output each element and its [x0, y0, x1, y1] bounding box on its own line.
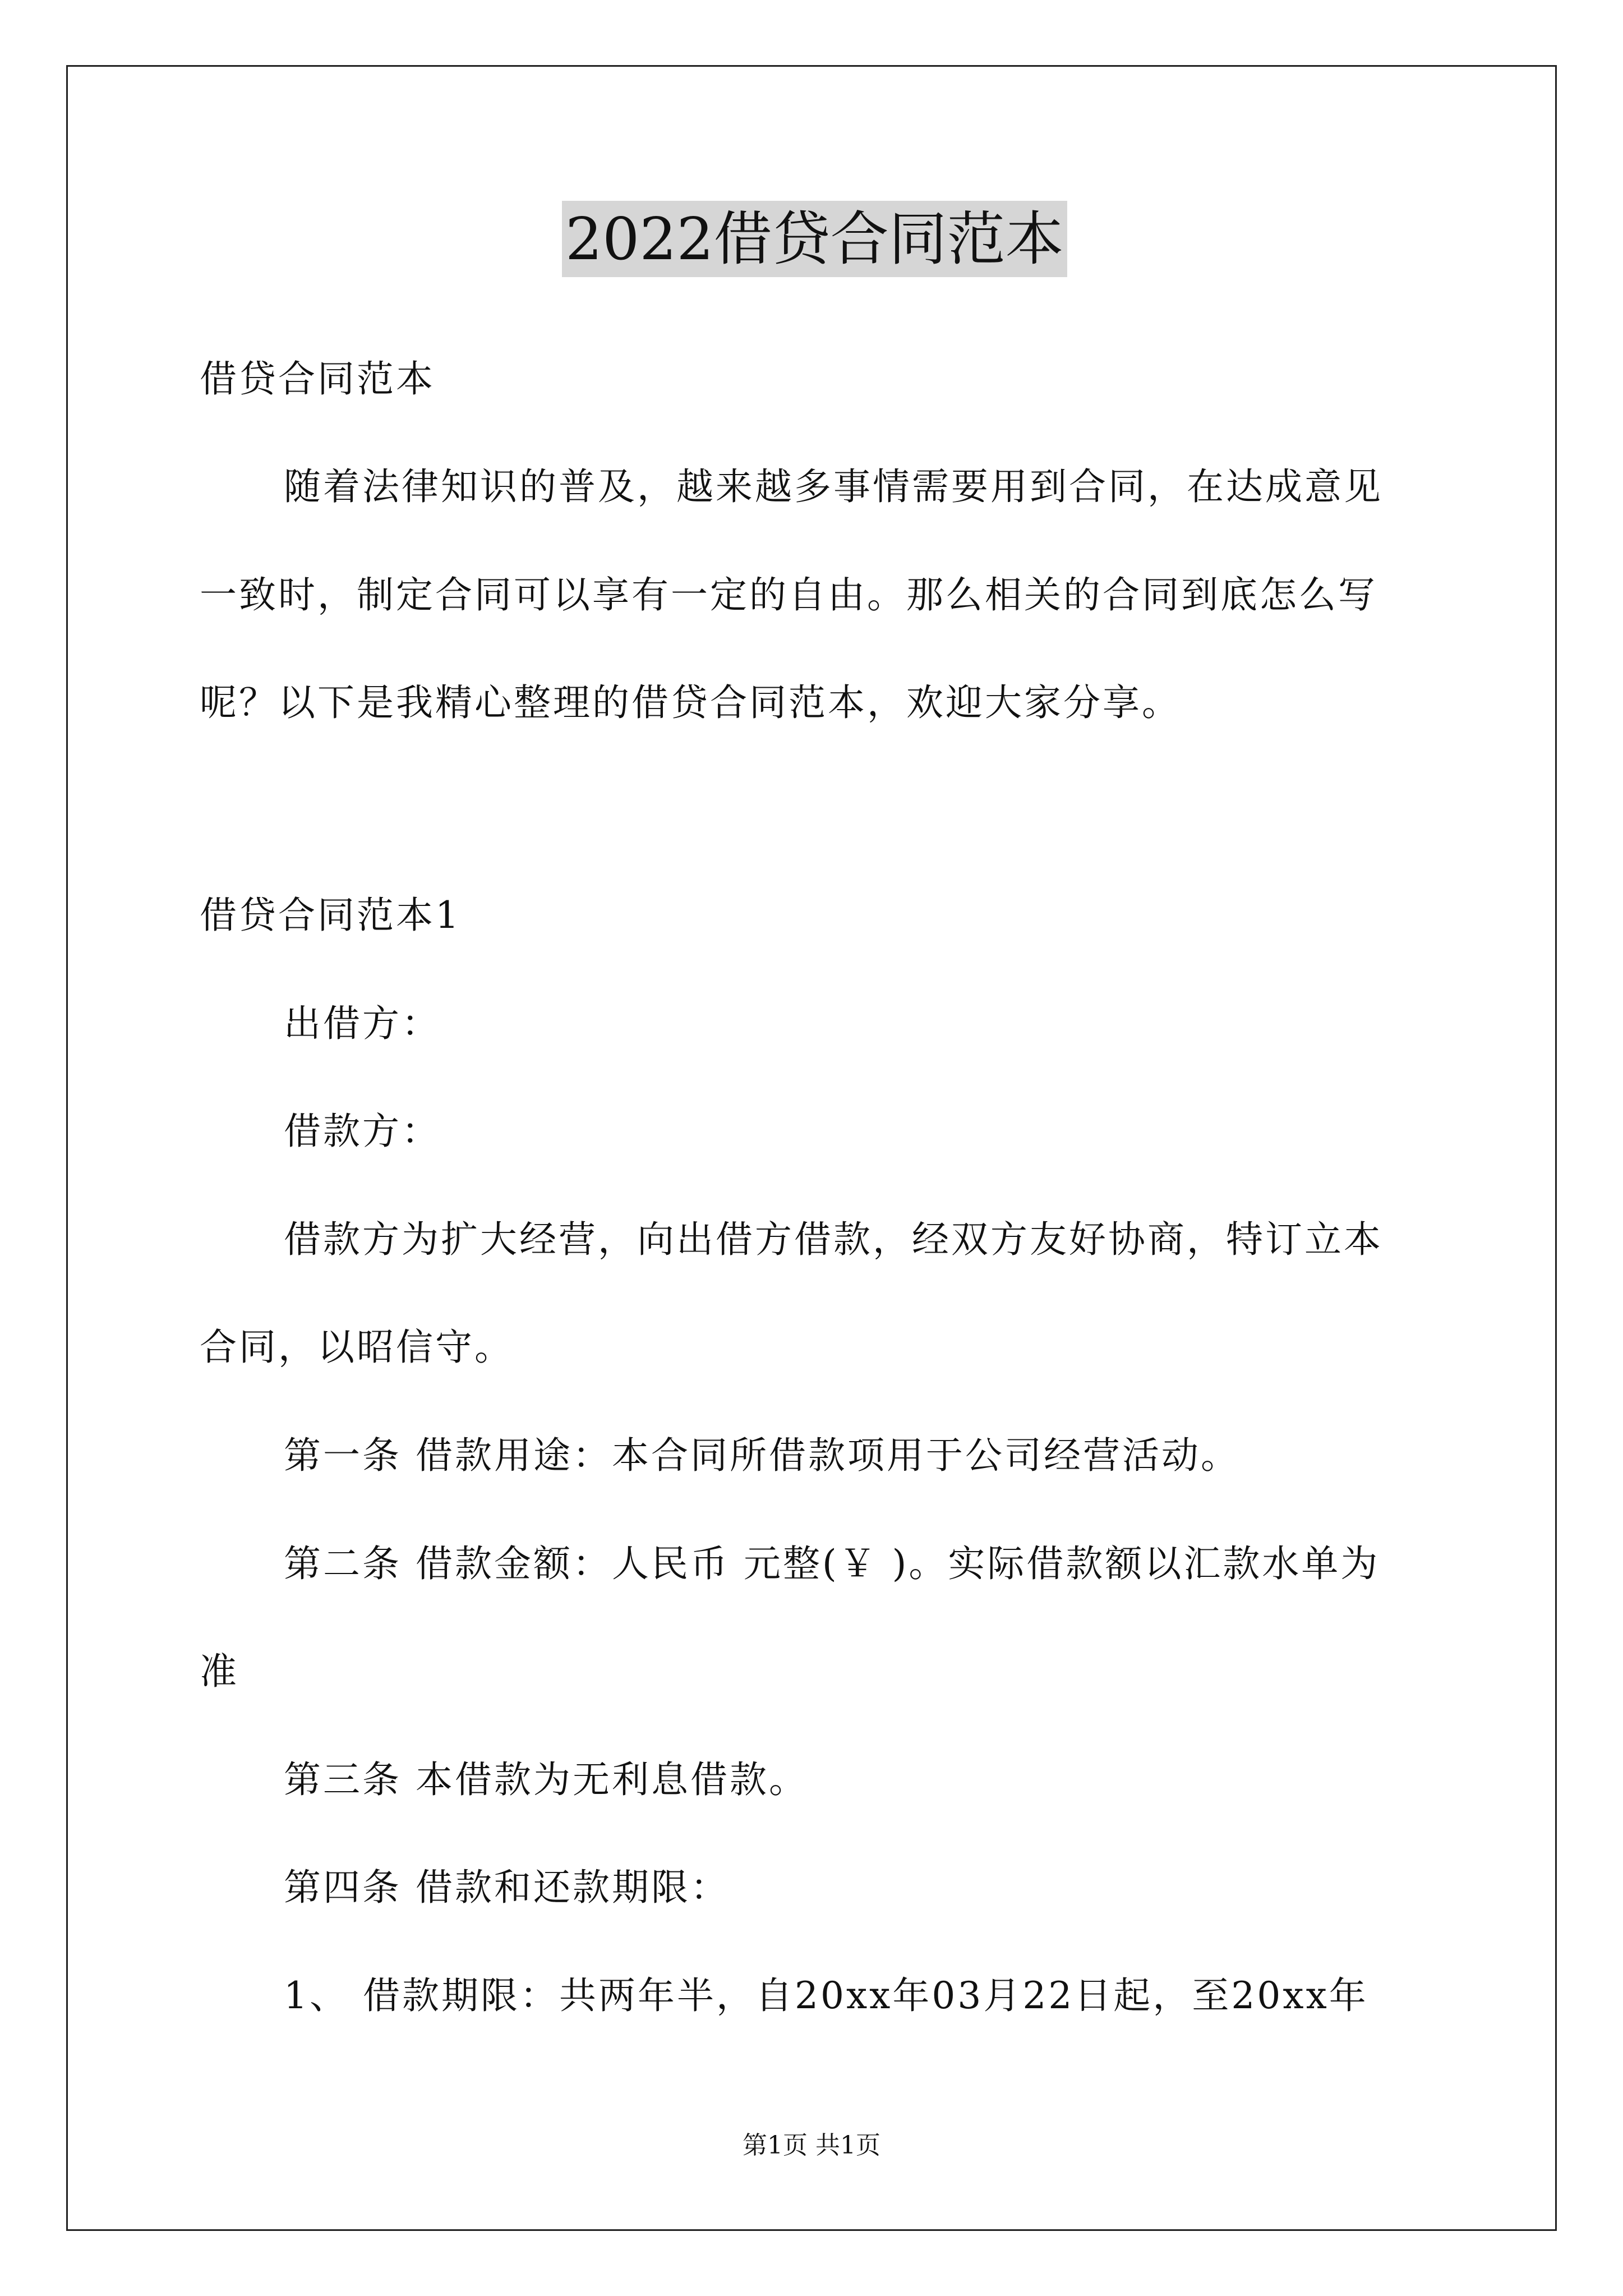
intro-line-3: 呢？以下是我精心整理的借贷合同范本，欢迎大家分享。: [200, 681, 1181, 724]
page-footer: 第1页 共1页: [743, 2131, 880, 2160]
article-2-line-2: 准: [200, 1650, 239, 1693]
document-subtitle: 借贷合同范本: [200, 357, 435, 401]
borrower-label: 借款方：: [284, 1110, 441, 1153]
article-1: 第一条 借款用途：本合同所借款项用于公司经营活动。: [284, 1434, 1240, 1477]
document-title: 2022借贷合同范本: [562, 201, 1067, 277]
intro-line-2: 一致时，制定合同可以享有一定的自由。那么相关的合同到底怎么写: [200, 573, 1377, 616]
lender-label: 出借方：: [284, 1002, 441, 1045]
section-heading: 借贷合同范本1: [200, 894, 461, 937]
article-4: 第四条 借款和还款期限：: [284, 1866, 730, 1909]
article-3: 第三条 本借款为无利息借款。: [284, 1758, 808, 1801]
article-4-item-1: 1、 借款期限：共两年半，自20xx年03月22日起，至20xx年: [284, 1974, 1368, 2017]
preamble-line-2: 合同，以昭信守。: [200, 1326, 514, 1369]
intro-line-1: 随着法律知识的普及，越来越多事情需要用到合同，在达成意见: [284, 465, 1383, 508]
article-2-line-1: 第二条 借款金额：人民币 元整(￥ )。实际借款额以汇款水单为: [284, 1542, 1380, 1585]
preamble-line-1: 借款方为扩大经营，向出借方借款，经双方友好协商，特订立本: [284, 1218, 1383, 1261]
